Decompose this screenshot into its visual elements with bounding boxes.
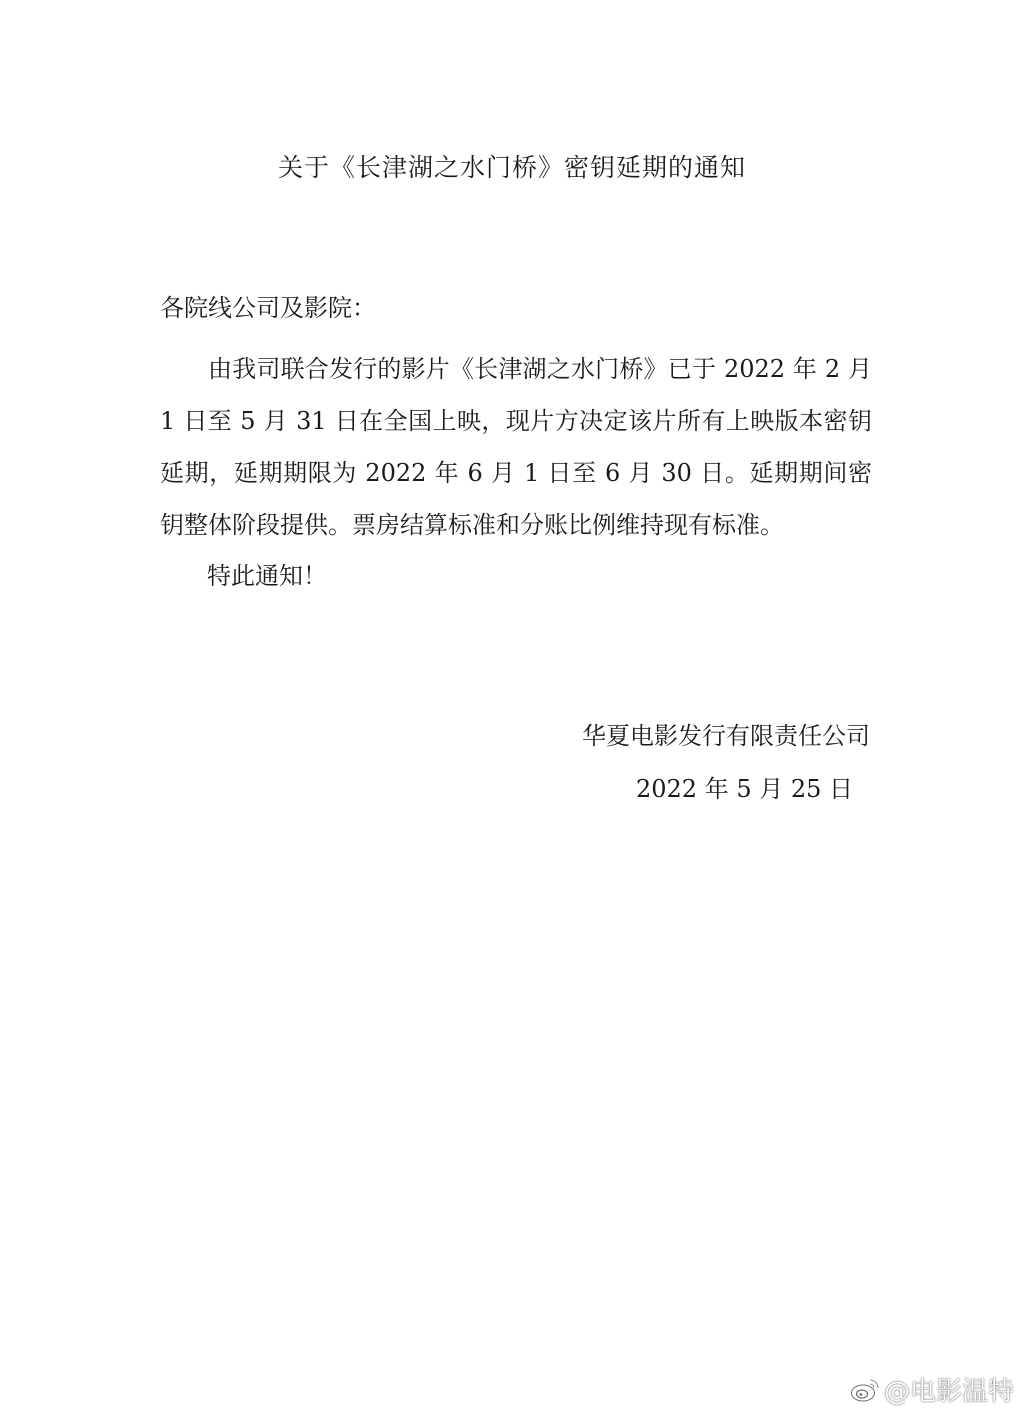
weibo-handle: @电影温特: [883, 1377, 1014, 1407]
salutation: 各院线公司及影院：: [160, 294, 376, 322]
weibo-icon: [850, 1377, 880, 1403]
closing-line: 特此通知！: [207, 562, 327, 590]
issue-date: 2022 年 5 月 25 日: [636, 775, 854, 803]
issuer-signature: 华夏电影发行有限责任公司: [582, 722, 870, 750]
body-paragraph: 由我司联合发行的影片《长津湖之水门桥》已于 2022 年 2 月 1 日至 5 月 31 日在全国上映，现片方决定该片所有上映版本密钥延期，延期期限为 2022 年 6 月 1 日至 6 月 30 日。延期期间密钥整体阶段提供。票房结算标准和分账比例维持现有标准。: [160, 355, 872, 539]
document-title: 关于《长津湖之水门桥》密钥延期的通知: [277, 153, 746, 182]
weibo-watermark: [850, 1371, 1014, 1408]
